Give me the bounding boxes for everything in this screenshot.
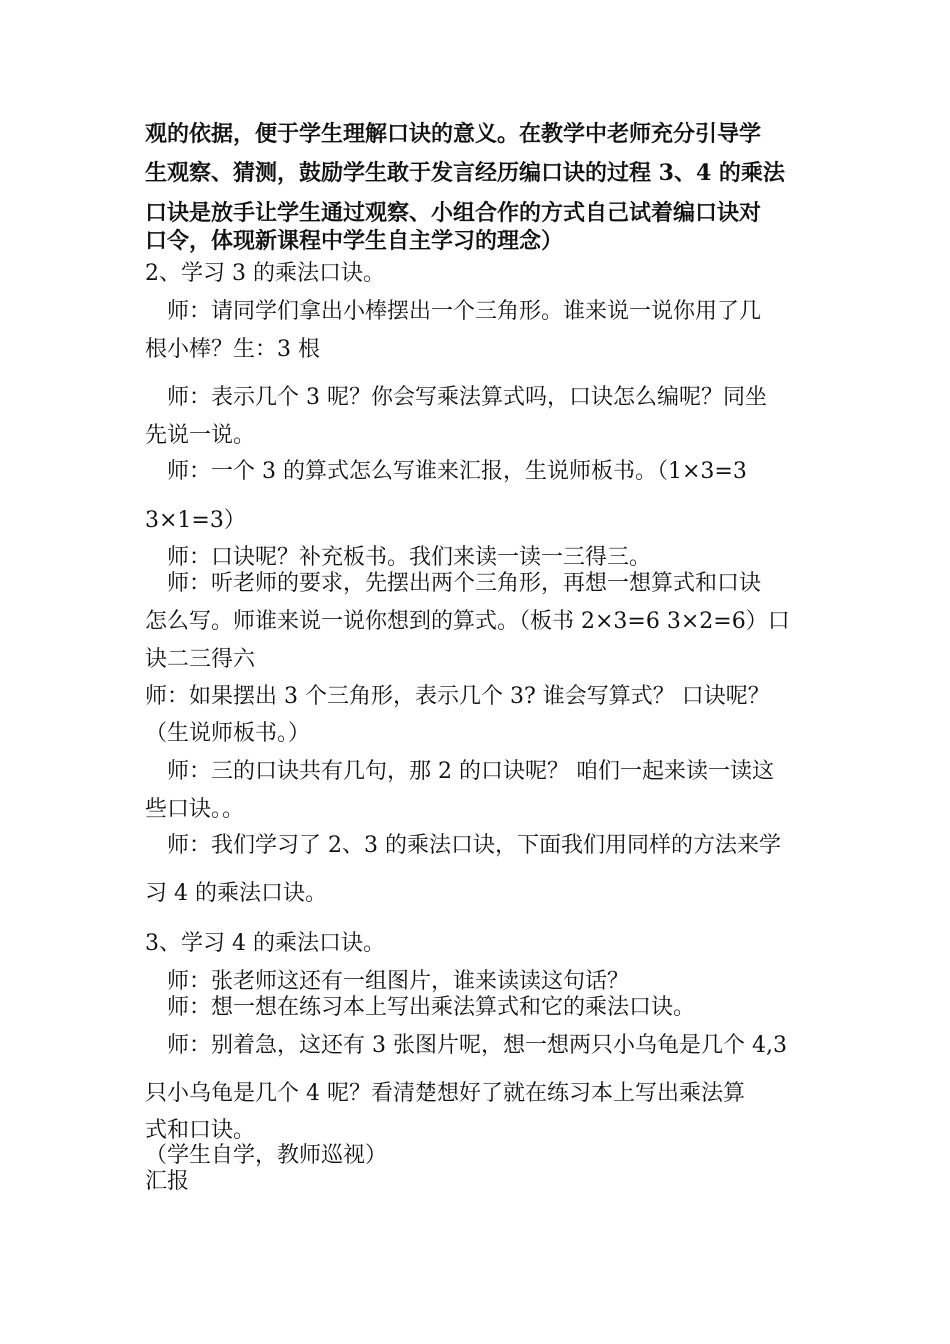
text-line: 3×1=3） xyxy=(145,508,246,533)
text-line: 师：如果摆出 3 个三角形，表示几个 3? 谁会写算式？ 口诀呢？ xyxy=(145,684,770,709)
text-line: 先说一说。 xyxy=(145,423,256,448)
text-line: 师：三的口诀共有几句，那 2 的口诀呢？ 咱们一起来读一读这 xyxy=(167,759,774,784)
text-line: 师：我们学习了 2、3 的乘法口诀，下面我们用同样的方法来学 xyxy=(167,833,781,858)
text-line: 师：口诀呢？补充板书。我们来读一读一三得三。 xyxy=(167,545,652,570)
text-line: 习 4 的乘法口诀。 xyxy=(145,881,327,906)
text-line: （生说师板书。） xyxy=(145,721,311,746)
text-line: 观的依据，便于学生理解口诀的意义。在教学中老师充分引导学 xyxy=(145,121,762,147)
text-line: 师：表示几个 3 呢？你会写乘法算式吗，口诀怎么编呢？同坐 xyxy=(167,385,767,410)
section-heading: 3、学习 4 的乘法口诀。 xyxy=(145,931,385,956)
text-line: 师：别着急，这还有 3 张图片呢，想一想两只小乌龟是几个 4,3 xyxy=(167,1033,787,1058)
section-heading: 2、学习 3 的乘法口诀。 xyxy=(145,261,385,286)
text-line: （学生自学，教师巡视） xyxy=(145,1143,388,1168)
text-line: 口令，体现新课程中学生自主学习的理念） xyxy=(145,228,564,254)
text-line: 根小棒？生：3 根 xyxy=(145,337,320,362)
text-line: 怎么写。师谁来说一说你想到的算式。（板书 2×3=6 3×2=6）口 xyxy=(145,609,790,634)
text-line: 式和口诀。 xyxy=(145,1118,256,1143)
text-line: 只小乌龟是几个 4 呢？看清楚想好了就在练习本上写出乘法算 xyxy=(145,1081,745,1106)
text-line: 师：张老师这还有一组图片，谁来读读这句话？ xyxy=(167,969,630,994)
text-line: 口诀是放手让学生通过观察、小组合作的方式自己试着编口诀对 xyxy=(145,200,762,226)
text-line: 生观察、猜测，鼓励学生敢于发言经历编口诀的过程 3、4 的乘法 xyxy=(145,160,785,186)
text-line: 诀二三得六 xyxy=(145,647,256,672)
text-line: 汇报 xyxy=(145,1169,190,1194)
text-line: 师：听老师的要求，先摆出两个三角形，再想一想算式和口诀 xyxy=(167,571,762,596)
text-line: 师：请同学们拿出小棒摆出一个三角形。谁来说一说你用了几 xyxy=(167,299,762,324)
text-line: 师：一个 3 的算式怎么写谁来汇报，生说师板书。（1×3=3 xyxy=(167,459,747,484)
text-line: 师：想一想在练习本上写出乘法算式和它的乘法口诀。 xyxy=(167,995,696,1020)
text-line: 些口诀。。 xyxy=(145,797,245,822)
